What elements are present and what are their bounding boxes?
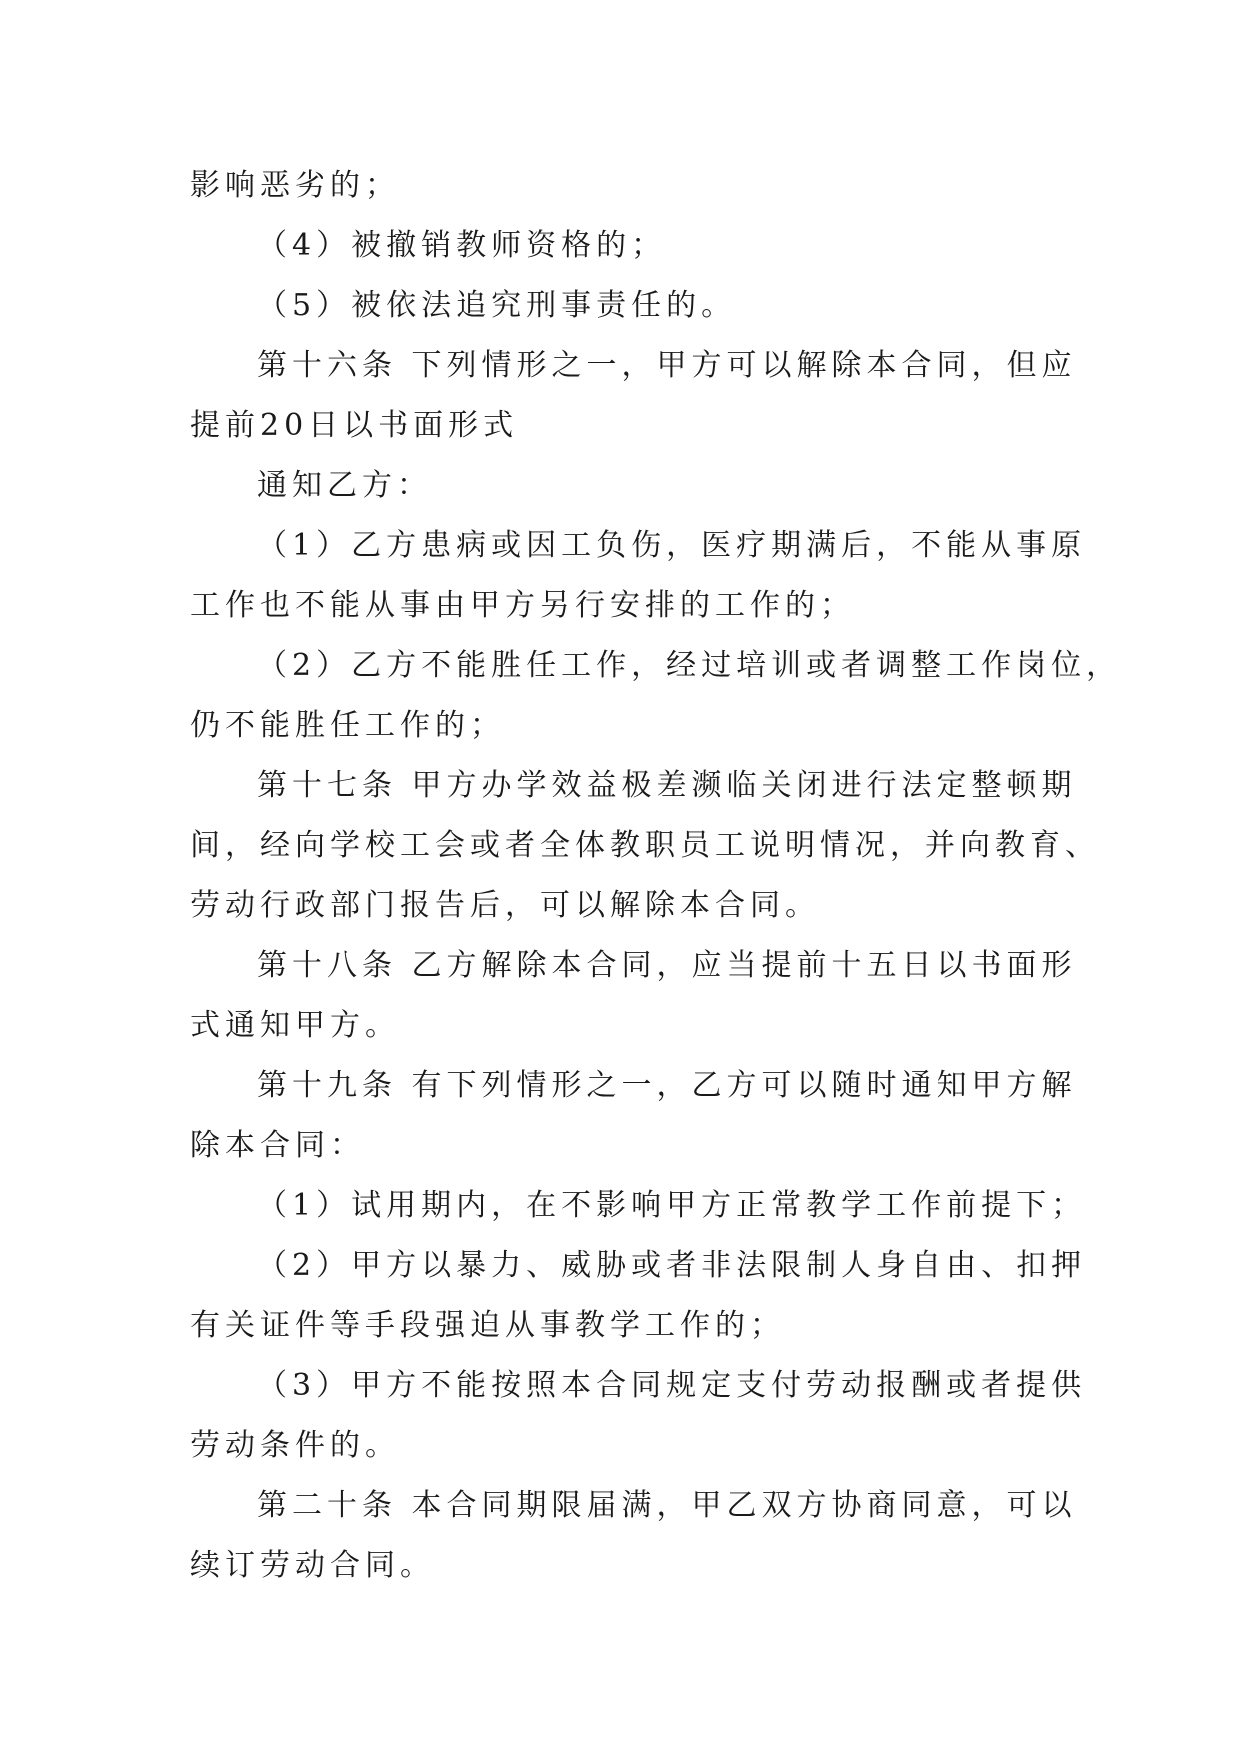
text-line: 工作也不能从事由甲方另行安排的工作的； bbox=[190, 588, 855, 623]
text-line: 第十九条 有下列情形之一，乙方可以随时通知甲方解 bbox=[257, 1068, 1077, 1103]
text-line: 第十七条 甲方办学效益极差濒临关闭进行法定整顿期 bbox=[257, 768, 1077, 803]
text-line: 续订劳动合同。 bbox=[190, 1548, 435, 1583]
text-line: 第二十条 本合同期限届满，甲乙双方协商同意，可以 bbox=[257, 1488, 1077, 1523]
text-line: 有关证件等手段强迫从事教学工作的； bbox=[190, 1308, 785, 1343]
text-line: （2）乙方不能胜任工作，经过培训或者调整工作岗位， bbox=[257, 648, 1122, 683]
text-line: 除本合同： bbox=[190, 1128, 365, 1163]
text-line: 间，经向学校工会或者全体教职员工说明情况，并向教育、 bbox=[190, 828, 1100, 863]
text-line: （2）甲方以暴力、威胁或者非法限制人身自由、扣押 bbox=[257, 1248, 1087, 1283]
text-line: 劳动行政部门报告后，可以解除本合同。 bbox=[190, 888, 820, 923]
text-line: （1）乙方患病或因工负伤，医疗期满后，不能从事原 bbox=[257, 528, 1087, 563]
text-line: 式通知甲方。 bbox=[190, 1008, 400, 1043]
text-line: （3）甲方不能按照本合同规定支付劳动报酬或者提供 bbox=[257, 1368, 1087, 1403]
text-line: 劳动条件的。 bbox=[190, 1428, 400, 1463]
text-line: 仍不能胜任工作的； bbox=[190, 708, 505, 743]
text-line: 影响恶劣的； bbox=[190, 168, 400, 203]
text-line: （4）被撤销教师资格的； bbox=[257, 228, 667, 263]
text-line: 第十八条 乙方解除本合同，应当提前十五日以书面形 bbox=[257, 948, 1077, 983]
text-line: 通知乙方： bbox=[257, 468, 432, 503]
text-line: 第十六条 下列情形之一，甲方可以解除本合同，但应 bbox=[257, 348, 1077, 383]
text-line: （5）被依法追究刑事责任的。 bbox=[257, 288, 737, 323]
text-line: 提前20日以书面形式 bbox=[190, 408, 519, 443]
text-line: （1）试用期内，在不影响甲方正常教学工作前提下； bbox=[257, 1188, 1087, 1223]
